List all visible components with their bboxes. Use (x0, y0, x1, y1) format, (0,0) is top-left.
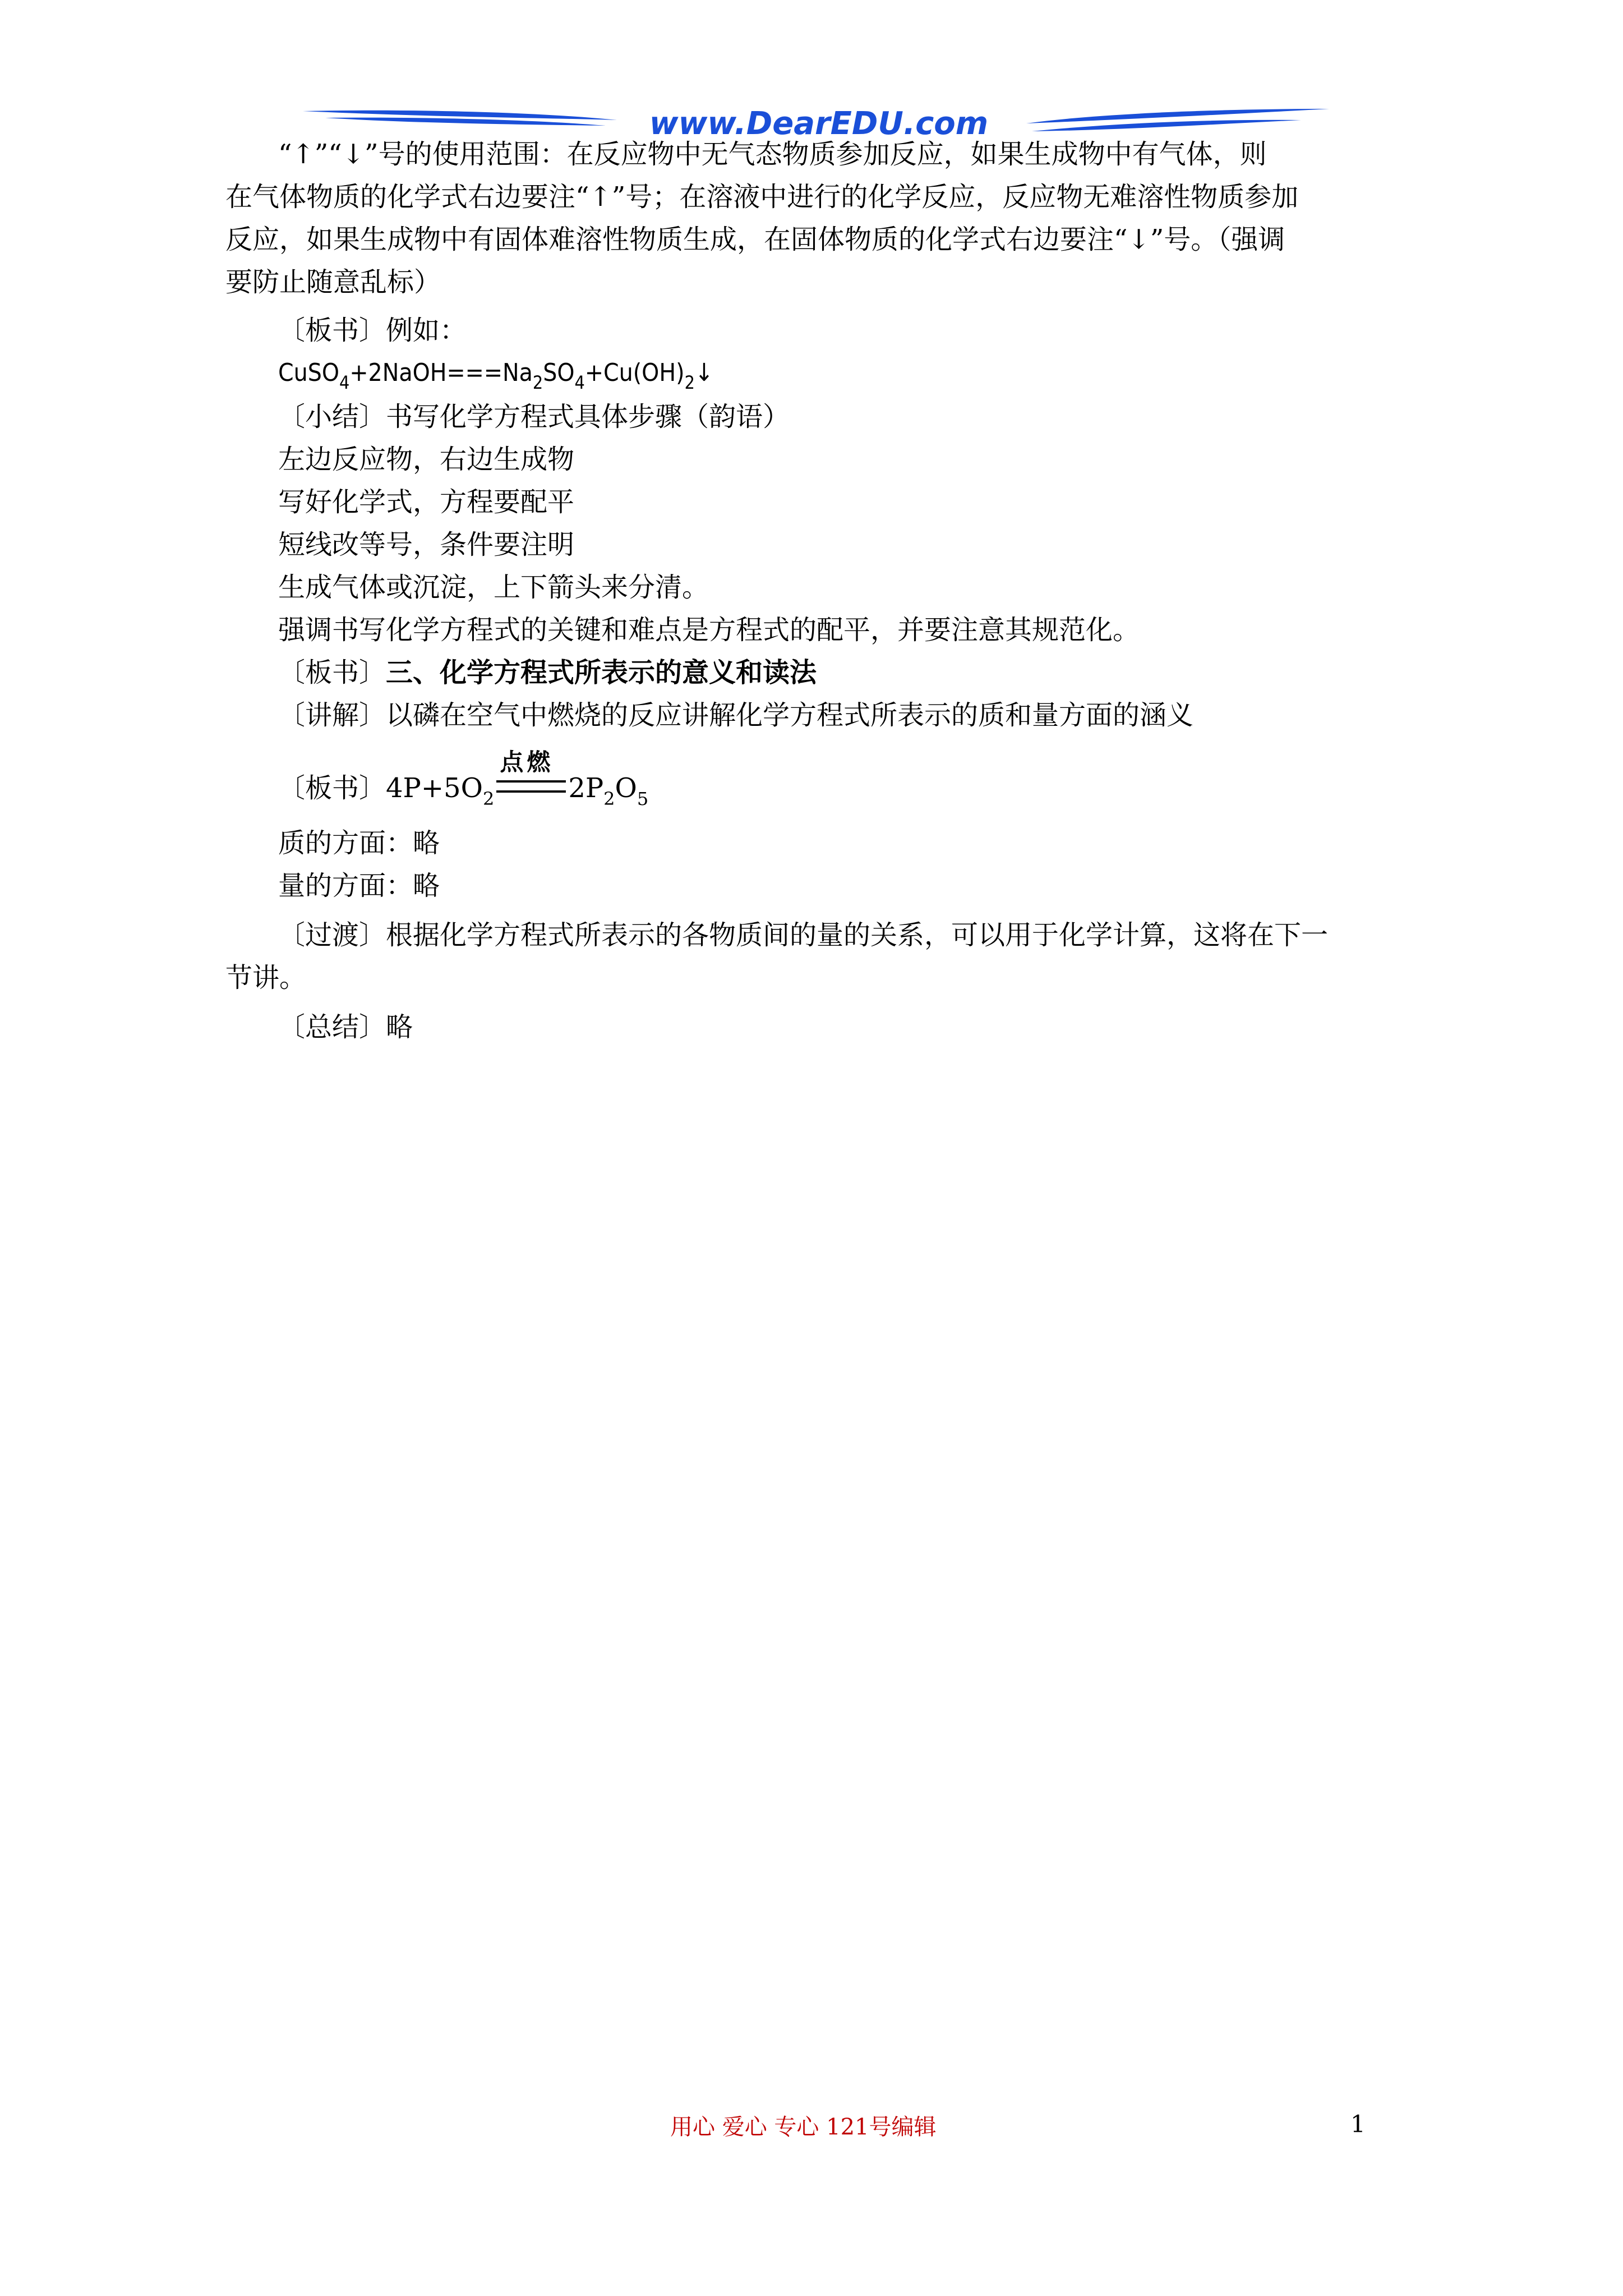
footer-slogan: 用心 爱心 专心 121号编辑 (670, 2114, 937, 2140)
section-heading-line: 〔板书〕三、化学方程式所表示的意义和读法 (278, 657, 817, 688)
paragraph-line: 强调书写化学方程式的关键和难点是方程式的配平，并要注意其规范化。 (278, 614, 1140, 646)
paragraph-line: 节讲。 (225, 962, 307, 993)
double-equals-bar (496, 780, 566, 793)
paragraph-line: 生成气体或沉淀，上下箭头来分清。 (278, 572, 709, 603)
paragraph-line: 左边反应物，右边生成物 (278, 444, 575, 475)
chemical-equation-copper-sulfate: $CuSO_4+2NaOH===Na_2SO_4+Cu(OH)_2↓$ (278, 358, 714, 393)
paragraph-line: 在气体物质的化学式右边要注“↑”号；在溶液中进行的化学反应，反应物无难溶性物质参加 (225, 181, 1299, 213)
paragraph-line: 〔总结〕略 (278, 1011, 413, 1043)
paragraph-line: 短线改等号，条件要注明 (278, 529, 575, 560)
paragraph-line: 〔讲解〕以磷在空气中燃烧的反应讲解化学方程式所表示的质和量方面的涵义 (278, 700, 1194, 731)
paragraph-line: 〔小结〕书写化学方程式具体步骤（韵语） (278, 401, 790, 432)
paragraph-line: “↑”“↓”号的使用范围：在反应物中无气态物质参加反应，如果生成物中有气体，则 (278, 139, 1267, 170)
chemical-equation-phosphorus: 〔板书〕$4P+5O_2$ 点燃 $2P_2O_5$ (278, 748, 649, 809)
paragraph-line: 〔板书〕例如： (278, 315, 467, 346)
page-number: 1 (1350, 2110, 1366, 2138)
site-logo-text: www.DearEDU.com (649, 105, 989, 142)
reaction-condition-sign: 点燃 (494, 771, 568, 805)
paragraph-line: 要防止随意乱标） (225, 266, 441, 298)
paragraph-line: 量的方面：略 (278, 870, 440, 901)
paragraph-line: 写好化学式，方程要配平 (278, 486, 575, 518)
section-heading: 三、化学方程式所表示的意义和读法 (386, 657, 817, 688)
paragraph-line: 反应，如果生成物中有固体难溶性物质生成，在固体物质的化学式右边要注“↓”号。（强调 (225, 224, 1285, 255)
paragraph-line: 质的方面：略 (278, 827, 440, 859)
paragraph-line: 〔过渡〕根据化学方程式所表示的各物质间的量的关系，可以用于化学计算，这将在下一 (278, 919, 1329, 951)
